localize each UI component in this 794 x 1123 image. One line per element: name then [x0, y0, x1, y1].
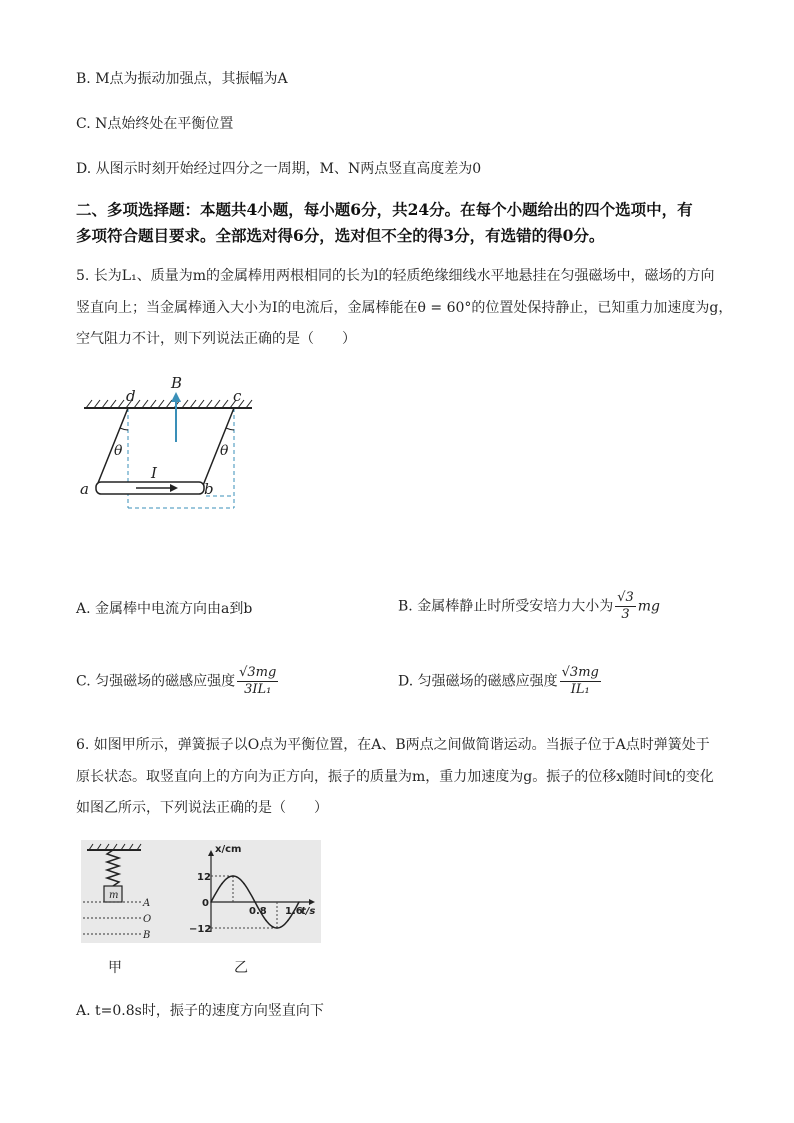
- label-d: d: [126, 387, 136, 405]
- q5-option-b-fraction: [615, 590, 636, 623]
- q5-option-d-text: D. 匀强磁场的磁感应强度: [398, 673, 558, 690]
- label-a: a: [80, 480, 89, 498]
- fraction-numerator: √3mg: [561, 665, 599, 680]
- data-point: [232, 875, 234, 877]
- q5-option-b-tail: mg: [637, 598, 661, 615]
- data-point: [276, 927, 278, 929]
- fraction-numerator: √3mg: [239, 665, 277, 680]
- caption-yi: 乙: [234, 960, 248, 976]
- x-axis-arrow: [309, 899, 315, 905]
- fraction-denominator: 3IL₁: [244, 682, 272, 697]
- data-point: [210, 901, 212, 903]
- data-point: [265, 920, 267, 922]
- data-point: [287, 920, 289, 922]
- q6-photo: [81, 840, 321, 943]
- label-b-end: b: [204, 480, 214, 498]
- data-point: [298, 901, 300, 903]
- spring-oscillator-diagram: [81, 840, 191, 943]
- caption-jia: 甲: [108, 960, 122, 976]
- q5-stem-line1: 5. 长为L₁、质量为m的金属棒用两根相同的长为l的轻质绝缘细线水平地悬挂在匀强磁场中，磁场的方向: [76, 268, 715, 284]
- x-axis-label: t/s: [301, 906, 316, 917]
- fraction-denominator: IL₁: [570, 682, 590, 697]
- x-tick-1-6: 1.6: [285, 906, 303, 917]
- label-theta-left: θ: [114, 443, 123, 459]
- data-point: [243, 883, 245, 885]
- label-point-b: B: [143, 930, 151, 941]
- y-tick-neg12: −12: [189, 924, 212, 935]
- q5-stem-line3: 空气阻力不计，则下列说法正确的是（ ）: [76, 331, 356, 347]
- label-c: c: [233, 387, 242, 405]
- q5-option-c: [76, 665, 280, 698]
- label-current: I: [151, 464, 157, 482]
- q5-option-a: A. 金属棒中电流方向由a到b: [76, 601, 253, 617]
- y-axis-arrow: [208, 850, 214, 856]
- fraction-numerator: √3: [617, 590, 634, 605]
- option-c-prev: C. N点始终处在平衡位置: [76, 116, 234, 132]
- section-heading-line2: 多项符合题目要求。全部选对得6分，选对但不全的得3分，有选错的得0分。: [76, 226, 605, 245]
- q6-option-a: A. t=0.8s时，振子的速度方向竖直向下: [76, 1003, 324, 1019]
- q5-stem-line2: 竖直向上；当金属棒通入大小为I的电流后，金属棒能在θ = 60°的位置处保持静止，已知重力加速度为g，: [76, 300, 733, 316]
- q5-option-b: [398, 590, 660, 623]
- y-axis-label: x/cm: [215, 844, 242, 855]
- q5-option-d: [398, 665, 603, 698]
- q5-figure: [76, 370, 266, 515]
- q5-option-b-text: B. 金属棒静止时所受安培力大小为: [398, 598, 614, 615]
- mass-label: m: [109, 890, 119, 901]
- label-point-o: O: [143, 914, 152, 925]
- q5-option-c-text: C. 匀强磁场的磁感应强度: [76, 673, 236, 690]
- q6-stem-line3: 如图乙所示，下列说法正确的是（ ）: [76, 800, 328, 816]
- data-point: [254, 901, 256, 903]
- option-b-prev: B. M点为振动加强点，其振幅为A: [76, 71, 288, 87]
- y-tick-12: 12: [197, 872, 211, 883]
- fraction-denominator: 3: [621, 607, 630, 622]
- y-tick-0: 0: [202, 898, 209, 909]
- q5-option-d-fraction: [560, 665, 601, 698]
- x-tick-0-8: 0.8: [249, 906, 267, 917]
- label-b-field: B: [171, 374, 183, 392]
- q6-stem-line1: 6. 如图甲所示，弹簧振子以O点为平衡位置，在A、B两点之间做简谐运动。当振子位于A点时弹簧处于: [76, 737, 710, 753]
- q5-option-c-fraction: [237, 665, 278, 698]
- option-d-prev: D. 从图示时刻开始经过四分之一周期，M、N两点竖直高度差为0: [76, 161, 482, 177]
- displacement-time-chart: [181, 840, 321, 943]
- label-theta-right: θ: [220, 443, 229, 459]
- data-point: [221, 883, 223, 885]
- q6-stem-line2: 原长状态。取竖直向上的方向为正方向，振子的质量为m，重力加速度为g。振子的位移x随时间t的变化: [76, 769, 714, 785]
- label-point-a: A: [143, 898, 151, 909]
- section-heading-line1: 二、多项选择题：本题共4小题，每小题6分，共24分。在每个小题给出的四个选项中，有: [76, 200, 693, 219]
